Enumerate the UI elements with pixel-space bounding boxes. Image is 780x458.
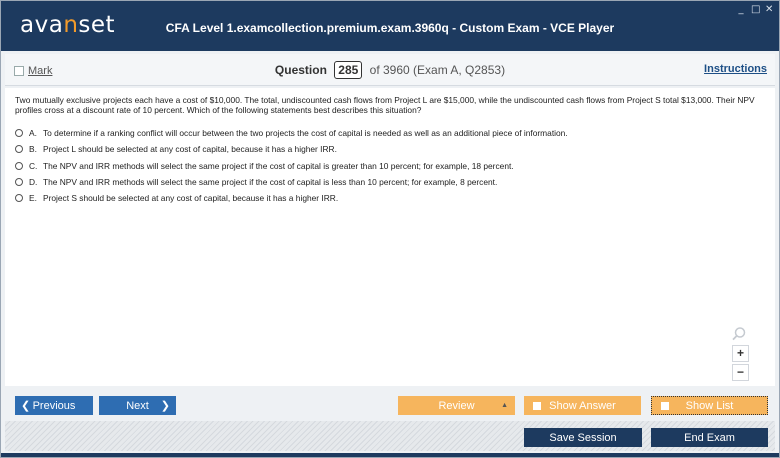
minimize-icon[interactable]: _: [738, 4, 744, 15]
question-of-text: of 3960 (Exam A, Q2853): [369, 63, 506, 77]
option-e[interactable]: [15, 190, 568, 206]
zoom-out-button[interactable]: −: [732, 364, 749, 381]
close-icon[interactable]: ✕: [765, 4, 774, 15]
bottom-bar: [5, 421, 775, 451]
previous-label: Previous: [32, 399, 76, 412]
show-answer-label: Show Answer: [549, 399, 616, 412]
option-letter: C.: [29, 160, 38, 171]
previous-button[interactable]: [15, 396, 93, 415]
show-list-button[interactable]: [651, 396, 768, 415]
save-session-button[interactable]: Save Session: [524, 428, 642, 447]
navigation-bar: [5, 389, 775, 421]
review-button[interactable]: [398, 396, 515, 415]
option-d-radio[interactable]: [15, 178, 23, 186]
question-content: [5, 88, 775, 386]
maximize-icon[interactable]: □: [751, 4, 761, 15]
app-title: CFA Level 1.examcollection.premium.exam.3960q - Custom Exam - VCE Player: [165, 21, 615, 35]
option-d[interactable]: [15, 174, 568, 190]
next-button[interactable]: [99, 396, 176, 415]
option-letter: E.: [29, 193, 37, 204]
option-text: To determine if a ranking conflict will occur between the two projects the cost of capital is needed as well as an additional piece of information.: [43, 128, 568, 139]
option-b[interactable]: [15, 141, 568, 157]
next-label: Next: [126, 399, 149, 412]
magnifier-icon: [731, 326, 747, 342]
option-text: Project L should be selected at any cost of capital, because it has a higher IRR.: [43, 144, 337, 155]
option-c-radio[interactable]: [15, 162, 23, 170]
question-text: Two mutually exclusive projects each have a cost of $10,000. The total, undiscounted cash flows from Project L are $15,000, while the undiscounted cash flows from Project S total $13,000. Their NPV profiles cross at a discount rate of 10 percent. Which of the following statements best describes this situation?: [15, 95, 755, 115]
option-e-radio[interactable]: [15, 194, 23, 202]
option-letter: B.: [29, 144, 37, 155]
chevron-right-icon: ❯: [160, 400, 170, 412]
show-answer-button[interactable]: [524, 396, 641, 415]
option-letter: D.: [29, 177, 38, 188]
option-letter: A.: [29, 128, 37, 139]
review-label: Review: [438, 399, 475, 412]
window-controls: [737, 4, 773, 15]
footer-strip: [1, 453, 779, 457]
question-header-bar: [5, 54, 775, 86]
show-list-label: Show List: [685, 399, 734, 412]
triangle-up-icon: ▲: [501, 402, 508, 409]
question-word: Question: [274, 63, 327, 77]
end-exam-button[interactable]: End Exam: [651, 428, 768, 447]
zoom-in-button[interactable]: +: [732, 345, 749, 362]
show-answer-checkbox[interactable]: [533, 402, 541, 410]
option-b-radio[interactable]: [15, 145, 23, 153]
option-a[interactable]: [15, 125, 568, 141]
option-text: The NPV and IRR methods will select the same project if the cost of capital is greater than 10 percent; for example, 18 percent.: [43, 160, 514, 171]
show-list-checkbox[interactable]: [661, 402, 669, 410]
title-bar: [1, 1, 779, 51]
option-c[interactable]: [15, 158, 568, 174]
option-a-radio[interactable]: [15, 129, 23, 137]
mark-label[interactable]: Mark: [28, 65, 53, 77]
instructions-link[interactable]: Instructions: [704, 63, 767, 75]
chevron-left-icon: ❮: [21, 400, 31, 412]
answer-options: [15, 125, 568, 206]
question-info: [5, 61, 775, 79]
question-number-input[interactable]: 285: [334, 61, 362, 79]
option-text: The NPV and IRR methods will select the same project if the cost of capital is less than 10 percent; for example, 8 percent.: [43, 177, 498, 188]
avanset-logo: avanset: [20, 12, 116, 38]
option-text: Project S should be selected at any cost of capital, because it has a higher IRR.: [43, 193, 339, 204]
